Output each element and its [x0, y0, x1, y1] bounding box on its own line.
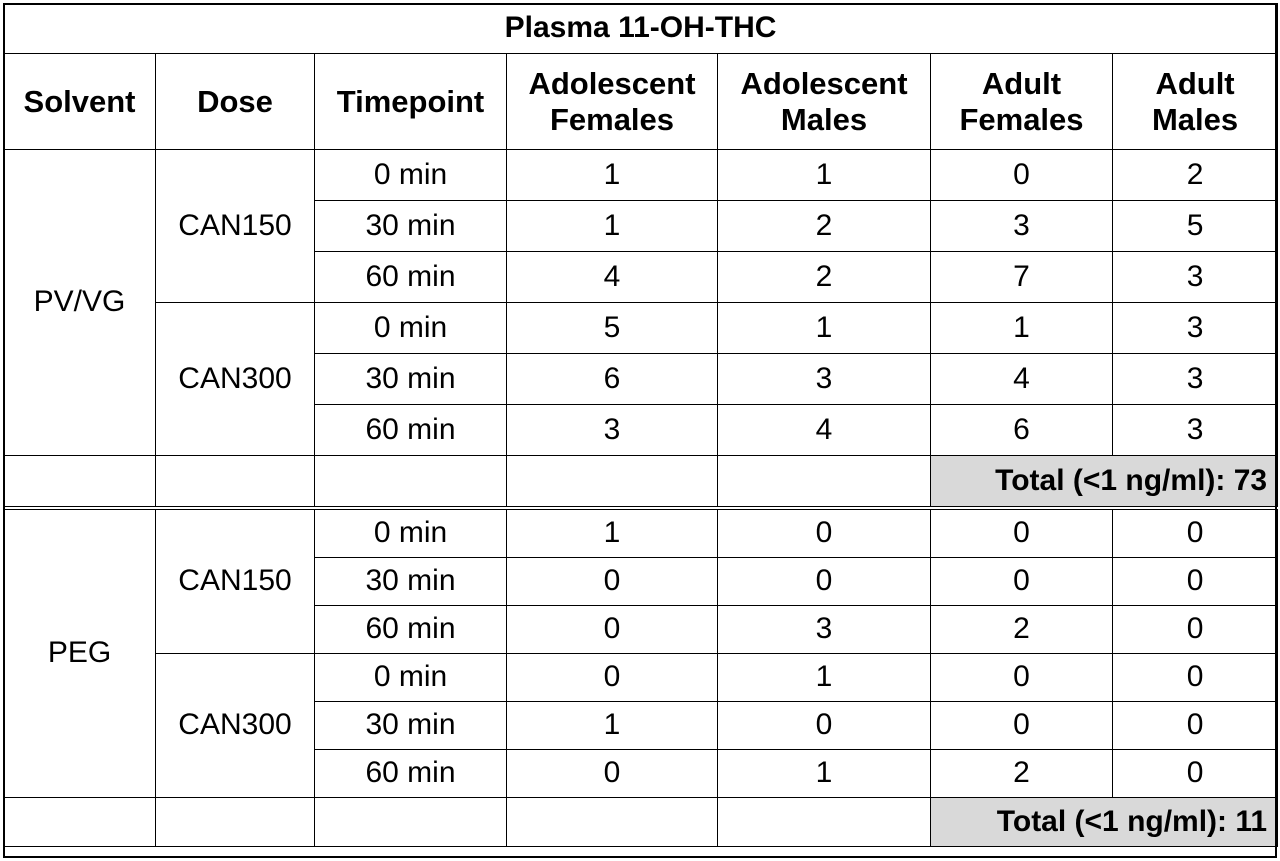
value-cell: 1: [507, 201, 718, 252]
header-adolescent-males: Adolescent Males: [718, 54, 931, 150]
time-cell: 30 min: [315, 702, 507, 750]
dose-cell: CAN150: [156, 150, 315, 303]
value-cell: 0: [1113, 702, 1278, 750]
time-cell: 30 min: [315, 354, 507, 405]
value-cell: 7: [931, 252, 1113, 303]
value-cell: 0: [718, 508, 931, 558]
time-cell: 30 min: [315, 201, 507, 252]
time-cell: 0 min: [315, 303, 507, 354]
value-cell: 0: [1113, 508, 1278, 558]
value-cell: 2: [931, 750, 1113, 798]
time-cell: 60 min: [315, 252, 507, 303]
value-cell: 0: [931, 150, 1113, 201]
value-cell: 6: [931, 405, 1113, 456]
value-cell: 3: [507, 405, 718, 456]
value-cell: 0: [931, 654, 1113, 702]
value-cell: 2: [931, 606, 1113, 654]
value-cell: 0: [507, 750, 718, 798]
header-adult-males: Adult Males: [1113, 54, 1278, 150]
outer-border: [3, 3, 1277, 858]
value-cell: 5: [1113, 201, 1278, 252]
value-cell: 0: [1113, 654, 1278, 702]
value-cell: 0: [507, 606, 718, 654]
value-cell: 0: [1113, 558, 1278, 606]
value-cell: 4: [931, 354, 1113, 405]
value-cell: 1: [507, 702, 718, 750]
value-cell: 0: [718, 558, 931, 606]
time-cell: 0 min: [315, 150, 507, 201]
value-cell: 2: [718, 201, 931, 252]
header-timepoint: Timepoint: [315, 54, 507, 150]
value-cell: 4: [718, 405, 931, 456]
value-cell: 5: [507, 303, 718, 354]
value-cell: 1: [507, 150, 718, 201]
header-adult-females: Adult Females: [931, 54, 1113, 150]
dose-cell: CAN300: [156, 654, 315, 798]
header-dose: Dose: [156, 54, 315, 150]
value-cell: 1: [931, 303, 1113, 354]
value-cell: 1: [718, 750, 931, 798]
dose-cell: CAN150: [156, 508, 315, 654]
value-cell: 6: [507, 354, 718, 405]
value-cell: 0: [931, 508, 1113, 558]
value-cell: 3: [718, 606, 931, 654]
value-cell: 3: [1113, 252, 1278, 303]
value-cell: 3: [931, 201, 1113, 252]
value-cell: 0: [507, 558, 718, 606]
value-cell: 3: [718, 354, 931, 405]
time-cell: 0 min: [315, 508, 507, 558]
total-cell: Total (<1 ng/ml): 73: [931, 456, 1278, 509]
solvent-cell: PEG: [4, 508, 156, 798]
total-cell: Total (<1 ng/ml): 11: [931, 798, 1278, 847]
value-cell: 0: [931, 702, 1113, 750]
header-adolescent-females: Adolescent Females: [507, 54, 718, 150]
value-cell: 1: [507, 508, 718, 558]
header-solvent: Solvent: [4, 54, 156, 150]
value-cell: 1: [718, 303, 931, 354]
table-title: Plasma 11-OH-THC: [4, 4, 1278, 54]
value-cell: 3: [1113, 303, 1278, 354]
dose-cell: CAN300: [156, 303, 315, 456]
value-cell: 1: [718, 654, 931, 702]
value-cell: 1: [718, 150, 931, 201]
solvent-cell: PV/VG: [4, 150, 156, 456]
time-cell: 60 min: [315, 750, 507, 798]
value-cell: 0: [1113, 606, 1278, 654]
value-cell: 2: [1113, 150, 1278, 201]
time-cell: 60 min: [315, 606, 507, 654]
value-cell: 0: [507, 654, 718, 702]
time-cell: 0 min: [315, 654, 507, 702]
value-cell: 0: [931, 558, 1113, 606]
value-cell: 2: [718, 252, 931, 303]
value-cell: 3: [1113, 405, 1278, 456]
time-cell: 30 min: [315, 558, 507, 606]
value-cell: 0: [1113, 750, 1278, 798]
value-cell: 0: [718, 702, 931, 750]
value-cell: 3: [1113, 354, 1278, 405]
time-cell: 60 min: [315, 405, 507, 456]
value-cell: 4: [507, 252, 718, 303]
